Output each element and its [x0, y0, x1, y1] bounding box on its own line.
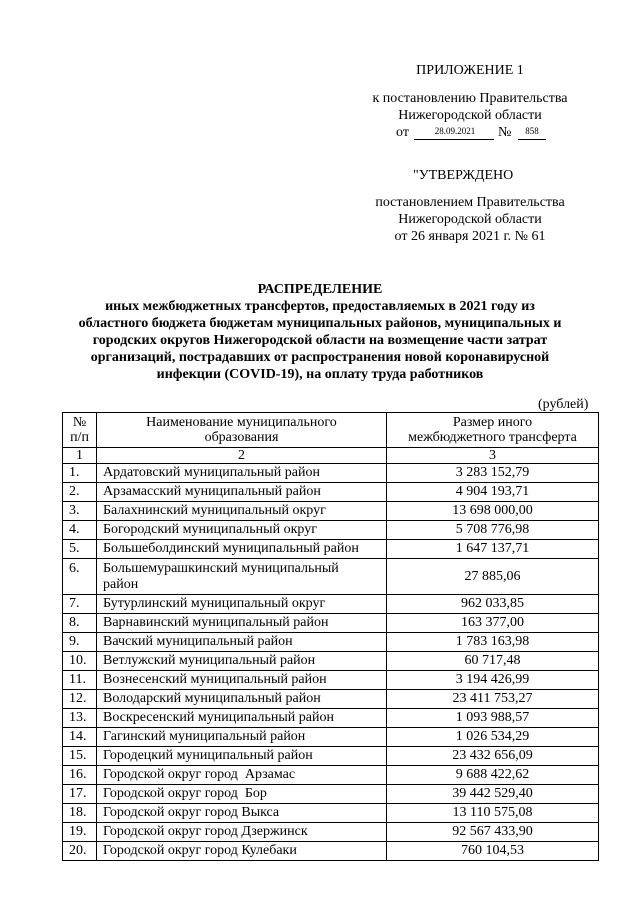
row-number: 20. [63, 842, 97, 861]
municipality-name: Городской округ город Дзержинск [97, 823, 387, 842]
municipality-name: Городской округ город Бор [97, 785, 387, 804]
municipality-name: Большеболдинский муниципальный район [97, 540, 387, 559]
decree-number: 858 [525, 126, 539, 136]
municipality-name: Арзамасский муниципальный район [97, 483, 387, 502]
document-heading: РАСПРЕДЕЛЕНИЕ [257, 282, 383, 297]
table-row [63, 823, 599, 842]
transfer-amount: 163 377,00 [387, 614, 599, 633]
row-number: 3. [63, 502, 97, 521]
table-row [63, 785, 599, 804]
row-number: 16. [63, 766, 97, 785]
transfer-amount: 1 026 534,29 [387, 728, 599, 747]
row-number: 2. [63, 483, 97, 502]
col-number-1: 1 [63, 448, 97, 464]
title-line-4: организаций, пострадавших от распространения новой коронавирусной [90, 350, 550, 365]
transfer-amount: 23 411 753,27 [387, 690, 599, 709]
municipality-name: Вознесенский муниципальный район [97, 671, 387, 690]
header-amount-line-2: межбюджетного трансферта [408, 430, 577, 445]
municipality-name [97, 559, 387, 595]
transfer-amount: 39 442 529,40 [387, 785, 599, 804]
row-number: 9. [63, 633, 97, 652]
number-underline [518, 139, 546, 140]
transfer-amount: 1 647 137,71 [387, 540, 599, 559]
header-name-line-1: Наименование муниципального [146, 415, 337, 430]
transfer-amount: 3 283 152,79 [387, 464, 599, 483]
row-number: 17. [63, 785, 97, 804]
title-line-1: иных межбюджетных трансфертов, предоставляемых в 2021 году из [105, 299, 535, 314]
transfer-amount: 4 904 193,71 [387, 483, 599, 502]
table-row [63, 747, 599, 766]
transfer-amount: 1 093 988,57 [387, 709, 599, 728]
municipality-name: Володарский муниципальный район [97, 690, 387, 709]
header-num-line-1: № [72, 415, 87, 430]
municipality-name: Городской округ город Кулебаки [97, 842, 387, 861]
row-number: 6. [63, 559, 97, 595]
transfer-amount: 962 033,85 [387, 595, 599, 614]
row-number: 12. [63, 690, 97, 709]
to-decree-line: к постановлению Правительства [372, 91, 568, 106]
decree-date: 28.09.2021 [434, 126, 476, 136]
municipality-name: Воскресенский муниципальный район [97, 709, 387, 728]
table-row [63, 614, 599, 633]
distribution-table [62, 412, 599, 861]
table-row [63, 559, 599, 595]
table-row [63, 595, 599, 614]
municipality-name: Ветлужский муниципальный район [97, 652, 387, 671]
transfer-amount: 92 567 433,90 [387, 823, 599, 842]
title-line-3: городских округов Нижегородской области на возмещение части затрат [92, 333, 548, 348]
row-number: 18. [63, 804, 97, 823]
municipality-name: Городецкий муниципальный район [97, 747, 387, 766]
region-line: Нижегородской области [398, 108, 542, 123]
transfer-amount: 13 698 000,00 [387, 502, 599, 521]
row-number: 10. [63, 652, 97, 671]
row-number: 15. [63, 747, 97, 766]
municipality-name: Городской округ город Выкса [97, 804, 387, 823]
header-num [63, 413, 97, 448]
appendix-label: ПРИЛОЖЕНИЕ 1 [416, 63, 524, 78]
row-number: 11. [63, 671, 97, 690]
table-row [63, 633, 599, 652]
municipality-name: Бутурлинский муниципальный округ [97, 595, 387, 614]
municipality-name: Ардатовский муниципальный район [97, 464, 387, 483]
row-number: 1. [63, 464, 97, 483]
title-line-2: областного бюджета бюджетам муниципальных районов, муниципальных и [78, 316, 562, 331]
approval-decree: постановлением Правительства [375, 195, 565, 210]
table-row [63, 464, 599, 483]
column-number-row [63, 448, 599, 464]
transfer-amount: 27 885,06 [387, 559, 599, 595]
table-row [63, 842, 599, 861]
transfer-amount: 1 783 163,98 [387, 633, 599, 652]
transfer-amount: 23 432 656,09 [387, 747, 599, 766]
header-amount [387, 413, 599, 448]
row-number: 13. [63, 709, 97, 728]
approval-date-line: от 26 января 2021 г. № 61 [394, 229, 546, 244]
title-line-5: инфекции (COVID-19), на оплату труда работников [156, 367, 484, 382]
row-number: 19. [63, 823, 97, 842]
municipality-name-line-2: район [103, 576, 139, 592]
municipality-name: Вачский муниципальный район [97, 633, 387, 652]
col-number-3: 3 [387, 448, 599, 464]
table-row [63, 483, 599, 502]
municipality-name: Балахнинский муниципальный округ [97, 502, 387, 521]
table-row [63, 521, 599, 540]
transfer-amount: 760 104,53 [387, 842, 599, 861]
row-number: 14. [63, 728, 97, 747]
header-name [97, 413, 387, 448]
header-amount-line-1: Размер иного [452, 415, 533, 430]
row-number: 7. [63, 595, 97, 614]
col-number-2: 2 [97, 448, 387, 464]
table-header-row [63, 413, 599, 448]
transfer-amount: 5 708 776,98 [387, 521, 599, 540]
transfer-amount: 60 717,48 [387, 652, 599, 671]
units-label: (рублей) [538, 397, 589, 412]
approved-label: "УТВЕРЖДЕНО [413, 168, 514, 183]
row-number: 5. [63, 540, 97, 559]
transfer-amount: 3 194 426,99 [387, 671, 599, 690]
table-row [63, 502, 599, 521]
table-row [63, 671, 599, 690]
table-row [63, 804, 599, 823]
municipality-name: Богородский муниципальный округ [97, 521, 387, 540]
date-underline [414, 139, 494, 140]
municipality-name: Городской округ город Арзамас [97, 766, 387, 785]
municipality-name: Гагинский муниципальный район [97, 728, 387, 747]
header-name-line-2: образования [204, 430, 279, 445]
table-row [63, 540, 599, 559]
row-number: 8. [63, 614, 97, 633]
row-number: 4. [63, 521, 97, 540]
header-num-line-2: п/п [70, 430, 89, 445]
from-label: от [396, 125, 409, 140]
table-row [63, 652, 599, 671]
municipality-name: Варнавинский муниципальный район [97, 614, 387, 633]
approval-region: Нижегородской области [398, 212, 542, 227]
table-row [63, 709, 599, 728]
table-row [63, 728, 599, 747]
table-row [63, 690, 599, 709]
municipality-name-line-1: Большемурашкинский муниципальный [103, 560, 339, 576]
number-label: № [498, 125, 512, 140]
transfer-amount: 9 688 422,62 [387, 766, 599, 785]
table-row [63, 766, 599, 785]
transfer-amount: 13 110 575,08 [387, 804, 599, 823]
